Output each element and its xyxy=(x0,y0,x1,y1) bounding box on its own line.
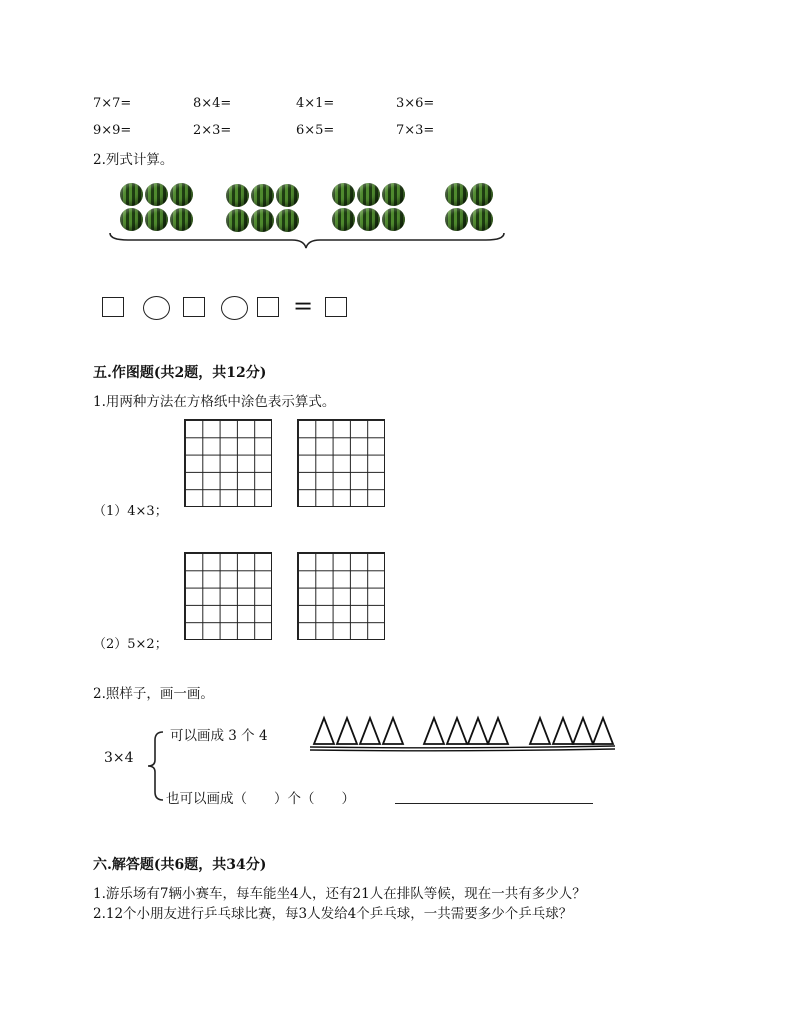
equation: 7×3= xyxy=(396,123,435,138)
answer-box[interactable] xyxy=(325,297,347,317)
triangle-icon xyxy=(447,718,467,744)
grid-paper[interactable] xyxy=(184,552,272,640)
example-expression: 3×4 xyxy=(104,750,134,766)
equation: 6×5= xyxy=(296,123,335,138)
answer-box[interactable] xyxy=(102,297,124,317)
operator-circle[interactable] xyxy=(143,296,170,320)
triangle-icon xyxy=(360,718,380,744)
triangle-icon xyxy=(530,718,550,744)
branch-bottom-text: 也可以画成（ ）个（ ） xyxy=(166,791,355,807)
grid-paper[interactable] xyxy=(297,419,385,507)
watermelon-icon xyxy=(445,208,468,231)
section-heading: 五.作图题(共2题，共12分) xyxy=(93,365,267,381)
watermelon-icon xyxy=(382,183,405,206)
triangle-icon xyxy=(383,718,403,744)
triangle-icon xyxy=(314,718,334,744)
part-label: （1）4×3； xyxy=(93,504,168,519)
watermelon-icon xyxy=(120,208,143,231)
watermelon-icon xyxy=(357,183,380,206)
question-label: 2.照样子，画一画。 xyxy=(93,686,214,702)
watermelon-icon xyxy=(332,208,355,231)
watermelon-icon xyxy=(382,208,405,231)
watermelon-icon xyxy=(120,183,143,206)
equation: 2×3= xyxy=(193,123,232,138)
question-label: 2.列式计算。 xyxy=(93,152,174,168)
triangle-icon xyxy=(468,718,488,744)
part-label: （2）5×2； xyxy=(93,637,168,652)
triangle-drawing xyxy=(310,712,620,756)
operator-circle[interactable] xyxy=(221,296,248,320)
watermelon-icon xyxy=(145,208,168,231)
watermelon-icon xyxy=(251,184,274,207)
equation: 3×6= xyxy=(396,96,435,111)
watermelon-icon xyxy=(170,208,193,231)
curly-brace-icon xyxy=(108,230,508,260)
watermelon-icon xyxy=(145,183,168,206)
watermelon-icon xyxy=(445,183,468,206)
watermelon-icon xyxy=(251,209,274,232)
grid-paper[interactable] xyxy=(184,419,272,507)
grid-paper[interactable] xyxy=(297,552,385,640)
baseline xyxy=(310,746,615,751)
watermelon-icon xyxy=(470,183,493,206)
watermelon-icon xyxy=(470,208,493,231)
equation-row-2 xyxy=(93,123,513,139)
watermelon-icon xyxy=(226,209,249,232)
watermelon-icon xyxy=(226,184,249,207)
branch-top-text: 可以画成 3 个 4 xyxy=(170,728,268,744)
triangle-icon xyxy=(553,718,573,744)
triangle-icon xyxy=(488,718,508,744)
equation: 7×7= xyxy=(93,96,132,111)
problem-text: 1.游乐场有7辆小赛车，每车能坐4人，还有21人在排队等候，现在一共有多少人？ xyxy=(93,886,586,902)
curly-brace-icon xyxy=(145,730,165,802)
answer-line[interactable] xyxy=(395,803,593,804)
watermelon-icon xyxy=(357,208,380,231)
problem-text: 2.12个小朋友进行乒乓球比赛，每3人发给4个乒乓球，一共需要多少个乒乓球？ xyxy=(93,906,573,922)
equation: 4×1= xyxy=(296,96,335,111)
equals-sign: = xyxy=(293,292,314,320)
watermelon-icon xyxy=(332,183,355,206)
equation-row-1 xyxy=(93,96,513,112)
triangle-icon xyxy=(593,718,613,744)
triangle-icon xyxy=(337,718,357,744)
section-heading: 六.解答题(共6题，共34分) xyxy=(93,857,267,873)
triangle-icon xyxy=(424,718,444,744)
watermelon-icon xyxy=(276,184,299,207)
triangle-icon xyxy=(573,718,593,744)
equation: 9×9= xyxy=(93,123,132,138)
answer-box[interactable] xyxy=(257,297,279,317)
answer-box[interactable] xyxy=(183,297,205,317)
watermelon-icon xyxy=(276,209,299,232)
watermelon-icon xyxy=(170,183,193,206)
question-label: 1.用两种方法在方格纸中涂色表示算式。 xyxy=(93,394,336,410)
equation: 8×4= xyxy=(193,96,232,111)
